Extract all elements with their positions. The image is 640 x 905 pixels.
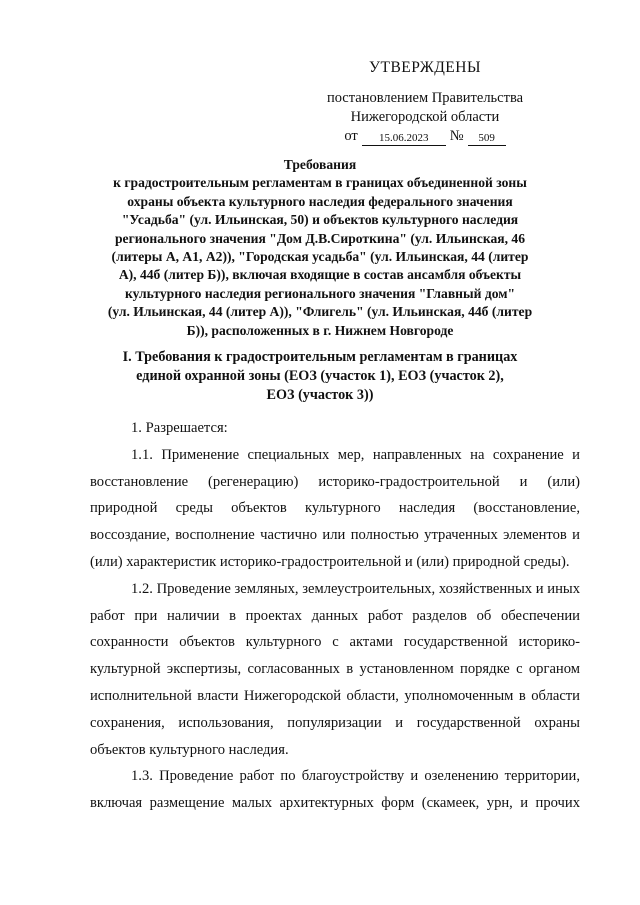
paragraph-1-3: 1.3. Проведение работ по благоустройству и озеленению территории, включая размещение малых архитектурных форм (скамеек, урн, и прочих [90,768,580,812]
title-line: культурного наследия регионального значения "Главный дом" [124,285,516,301]
document-body [90,415,580,817]
date-prefix: от [344,128,358,144]
section-line: ЕОЗ (участок 3)) [266,387,374,403]
title-line: (литеры А, А1, А2)), "Городская усадьба" (ул. Ильинская, 44 (литер [111,249,529,265]
approval-heading: УТВЕРЖДЕНЫ [369,59,481,76]
title-line: к градостроительным регламентам в границах объединенной зоны [113,175,527,191]
title-line: охраны объекта культурного наследия федерального значения [127,193,513,209]
title-line: Б)), расположенных в г. Нижнем Новгороде [186,322,454,338]
section-line: I. Требования к градостроительным регламентам в границах [122,349,518,365]
title-line: регионального значения "Дом Д.В.Сироткина" (ул. Ильинская, 46 [114,230,525,246]
approval-date-line [300,127,550,146]
document-title [90,156,550,340]
section-heading [110,348,530,405]
title-line: "Усадьба" (ул. Ильинская, 50) и объектов культурного наследия [121,212,519,228]
approval-line-2: Нижегородской области [350,109,500,125]
paragraph-1: 1. Разрешается: [131,420,228,436]
approval-stamp [300,58,550,146]
approval-date: 15.06.2023 [362,132,446,146]
paragraph-1-1: 1.1. Применение специальных мер, направленных на сохранение и восстановление (регенерацию) историко-градостроительной и (или) природной среды объектов культурного наследия (восстановление, воссоздание, восполнение частично или полностью утраченных элементов и (или) характеристик историко-градостроительной и (или) природной среды). [90,446,580,570]
number-sign: № [449,128,464,144]
paragraph-1-2: 1.2. Проведение земляных, землеустроительных, хозяйственных и иных работ при наличии в проектах данных работ разделов об обеспечении сохранности объектов культурного с актами государственной историко-культурной экспертизы, согласованных в установленном порядке с органом исполнительной власти Нижегородской области, уполномоченным в области сохранения, использования, популяризации и государственной охраны объектов культурного наследия. [90,580,580,758]
title-line: А), 44б (литер Б)), включая входящие в состав ансамбля объекты [118,267,522,283]
approval-number: 509 [468,132,506,146]
section-line: единой охранной зоны (ЕОЗ (участок 1), ЕОЗ (участок 2), [136,368,504,384]
title-line: (ул. Ильинская, 44 (литер А)), "Флигель" (ул. Ильинская, 44б (литер [107,304,533,320]
approval-line-1: постановлением Правительства [326,90,524,106]
title-line: Требования [283,157,357,172]
